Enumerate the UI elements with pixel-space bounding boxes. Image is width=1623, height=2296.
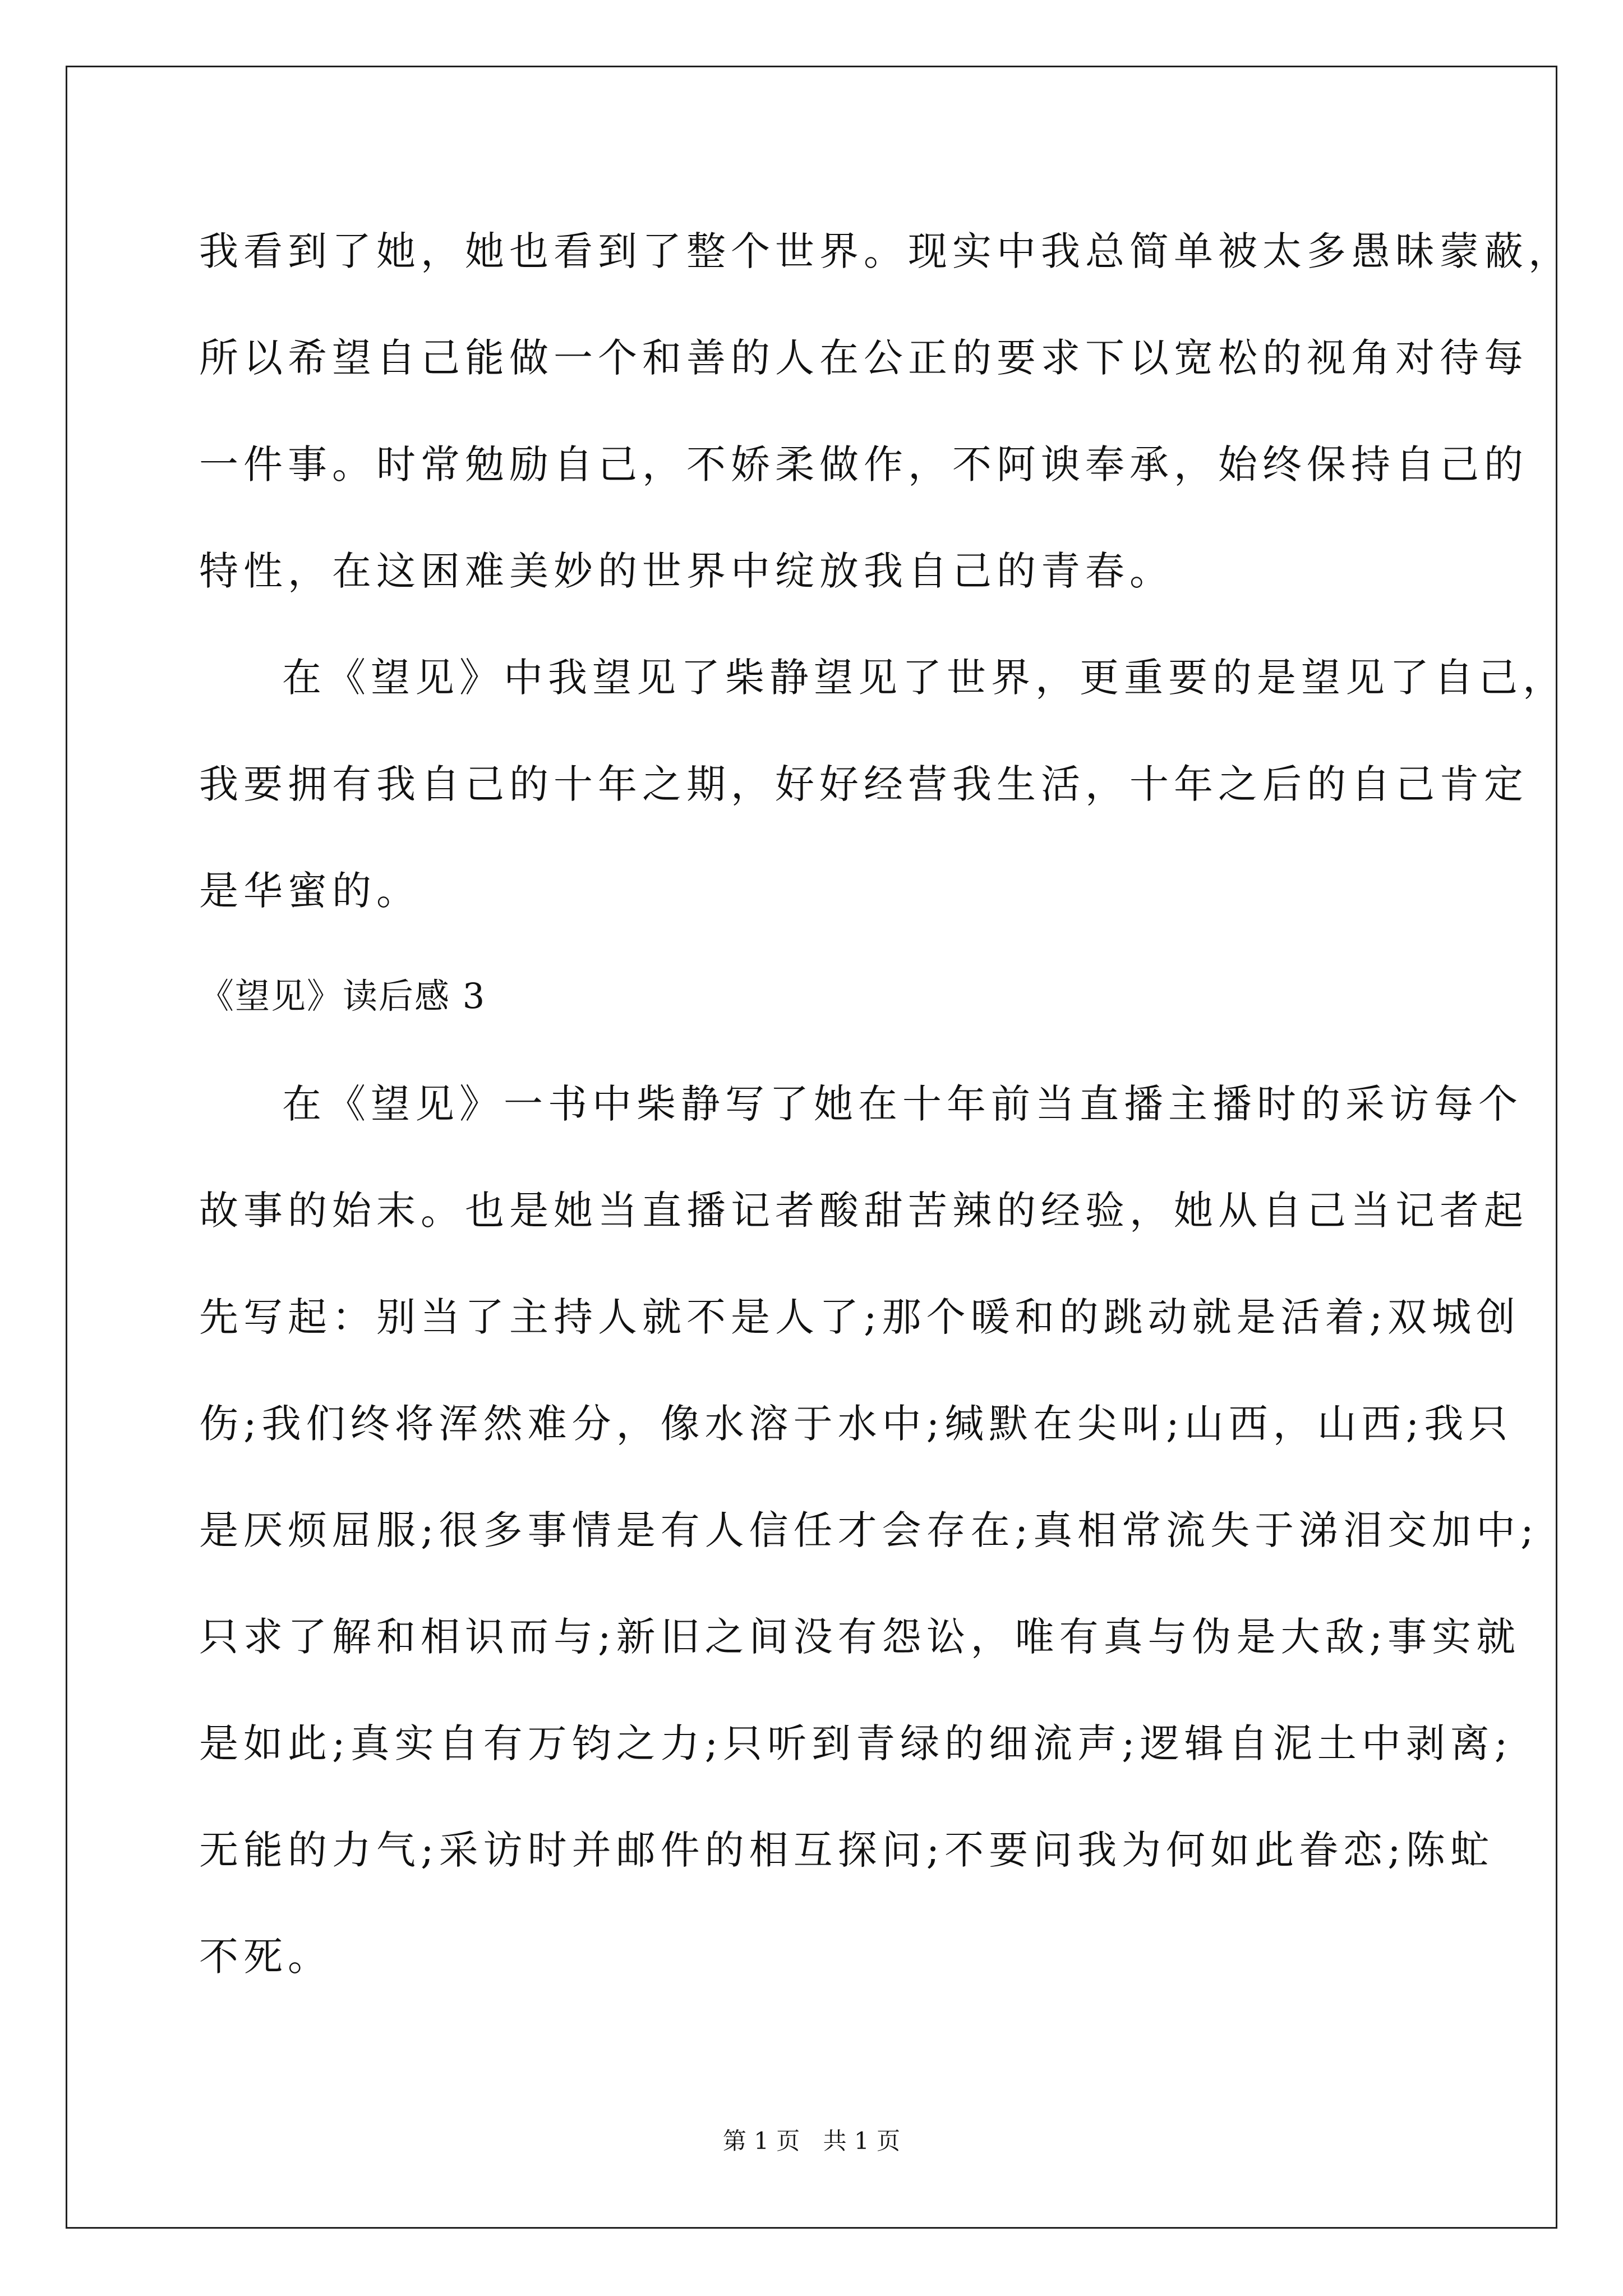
paragraph-1-line-1: 我看到了她，她也看到了整个世界。现实中我总简单被太多愚昧蒙蔽，: [199, 228, 1573, 274]
paragraph-3-line-6: 只求了解和相识而与;新旧之间没有怨讼，唯有真与伪是大敌;事实就: [199, 1614, 1521, 1660]
paragraph-3-line-4: 伤;我们终将浑然难分，像水溶于水中;缄默在尖叫;山西，山西;我只: [199, 1401, 1513, 1447]
paragraph-3-line-3: 先写起：别当了主持人就不是人了;那个暖和的跳动就是活着;双城创: [199, 1294, 1521, 1340]
paragraph-2-line-1: 在《望见》中我望见了柴静望见了世界，更重要的是望见了自己，: [282, 655, 1567, 701]
paragraph-3-line-7: 是如此;真实自有万钧之力;只听到青绿的细流声;逻辑自泥土中剥离;: [199, 1720, 1513, 1766]
paragraph-3-line-5: 是厌烦屈服;很多事情是有人信任才会存在;真相常流失于涕泪交加中;: [199, 1507, 1539, 1553]
paragraph-3-line-8: 无能的力气;采访时并邮件的相互探问;不要问我为何如此眷恋;陈虻: [199, 1827, 1495, 1873]
paragraph-2-line-3: 是华蜜的。: [199, 868, 421, 914]
paragraph-3-line-1: 在《望见》一书中柴静写了她在十年前当直播主播时的采访每个: [282, 1081, 1523, 1127]
paragraph-3-line-9: 不死。: [199, 1934, 332, 1980]
page-total: 共 1 页: [823, 2127, 901, 2155]
paragraph-1-line-3: 一件事。时常勉励自己，不娇柔做作，不阿谀奉承，始终保持自己的: [199, 441, 1528, 487]
page-border: [66, 66, 1557, 2229]
section-heading: 《望见》读后感 3: [199, 976, 486, 1016]
paragraph-2-line-2: 我要拥有我自己的十年之期，好好经营我生活，十年之后的自己肯定: [199, 761, 1528, 807]
paragraph-1-line-2: 所以希望自己能做一个和善的人在公正的要求下以宽松的视角对待每: [199, 335, 1528, 381]
paragraph-1-line-4: 特性，在这困难美妙的世界中绽放我自己的青春。: [199, 548, 1174, 594]
paragraph-3-line-2: 故事的始末。也是她当直播记者酸甜苦辣的经验，她从自己当记者起: [199, 1188, 1528, 1234]
page-number: 第 1 页: [722, 2127, 800, 2155]
page-footer: [0, 2129, 1623, 2153]
